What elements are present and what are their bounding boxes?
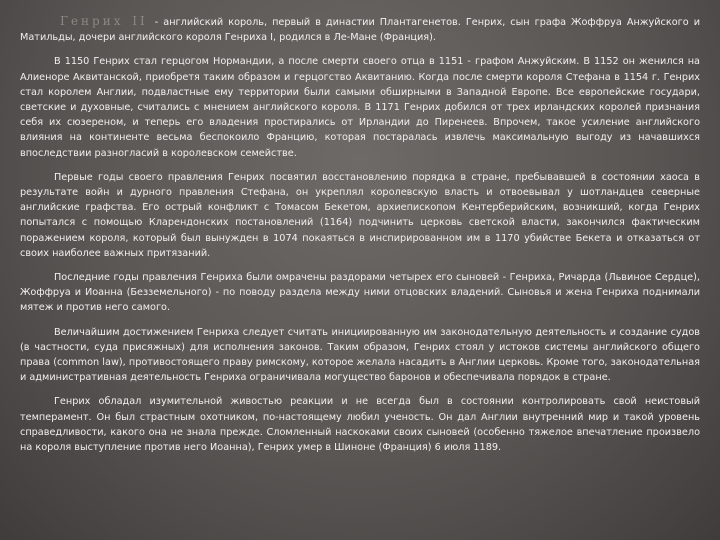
intro-paragraph [20,14,700,45]
paragraph-4: Величайшим достижением Генриха следует считать инициированную им законодательную деятельность и создание судов (в частности, суда присяжных) для исполнения законов. Таким образом, Генрих стоял у истоков системы английского общего права (common law), противостоящего праву римскому, которое желала насадить в Англии церковь. Кроме того, законодательная и административная деятельность Генриха ограничивала могущество баронов и обеспечивала порядок в стране. [20,326,700,384]
paragraph-2: Первые годы своего правления Генрих посвятил восстановлению порядка в стране, пребывавшей в состоянии хаоса в результате войн и дурного правления Стефана, он укреплял королевскую власть и отвоевывал у шотландцев северные английские графства. Его острый конфликт с Томасом Бекетом, архиепископом Кентерберийским, возникший, когда Генрих попытался с помощью Кларендонских постановлений (1164) подчинить церковь светской власти, закончился фактическим поражением короля, который был вынужден в 1074 покаяться в инспирированном им в 1170 убийстве Бекета и отказаться от своих наиболее важных притязаний. [20,171,700,259]
paragraph-3: Последние годы правления Генриха были омрачены раздорами четырех его сыновей - Генриха, Ричарда (Львиное Сердце), Жоффруа и Иоанна (Безземельного) - по поводу раздела между ними отцовских владений. Сыновья и жена Генриха поднимали мятеж и против него самого. [20,272,700,314]
paragraph-1: В 1150 Генрих стал герцогом Нормандии, а после смерти своего отца в 1151 - графом Анжуйским. В 1152 он женился на Алиеноре Аквитанской, приобретя таким образом и герцогство Аквитанию. Когда после смерти короля Стефана в 1154 г. Генрих стал королем Англии, подвластные ему территории были самыми обширными в Западной Европе. Все европейские государи, светские и духовные, считались с мнением английского короля. В 1171 Генрих добился от трех ирландских королей признания себя их сюзереном, и теперь его владения простирались от Ирландии до Пиренеев. Впрочем, такое усиление английского влияния на континенте весьма беспокоило Францию, которая постаралась извлечь максимальную выгоду из начавшихся впоследствии разногласий в королевском семействе. [20,56,700,159]
intro-text: - английский король, первый в династии Плантагенетов. Генрих, сын графа Жоффруа Анжуйского и Матильды, дочери английского короля Генриха I, родился в Ле-Мане (Франция). [20,17,700,44]
paragraph-5: Генрих обладал изумительной живостью реакции и не всегда был в состоянии контролировать свой неистовый темперамент. Он был страстным охотником, по-настоящему любил ученость. Он дал Англии внутренний мир и такой уровень справедливости, какого она не знала прежде. Сломленный наскоками своих сыновей (особенно тяжелое впечатление произвело на короля выступление против него Иоанна), Генрих умер в Шиноне (Франция) 6 июля 1189. [20,396,700,454]
title-heading: Генрих II [60,14,148,28]
text-body [20,14,700,464]
